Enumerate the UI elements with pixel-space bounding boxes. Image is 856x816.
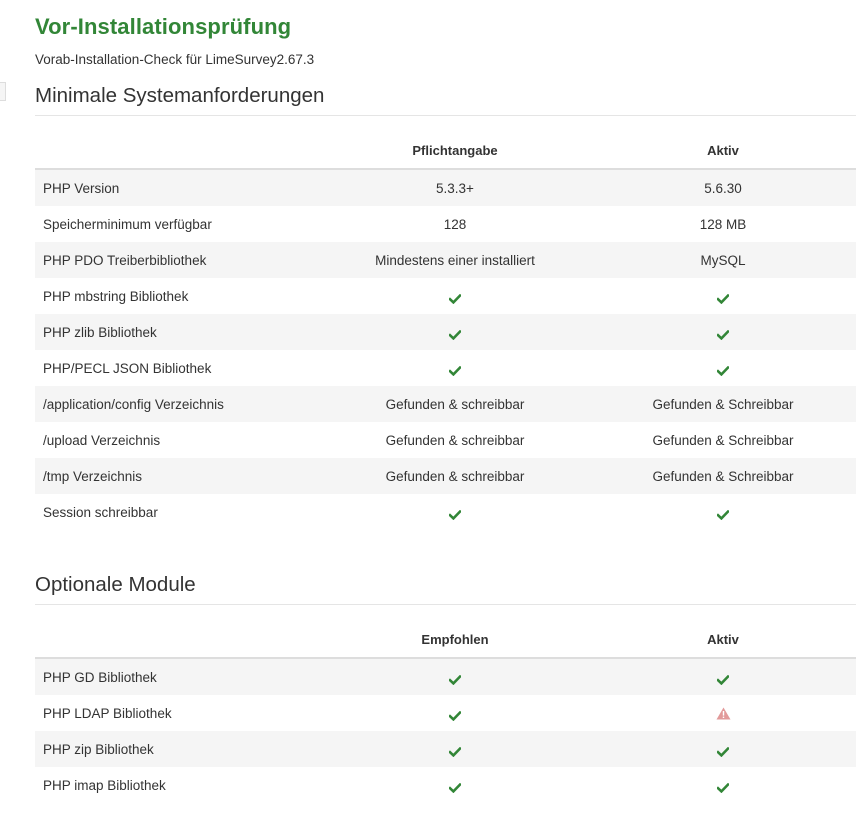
table-row: [35, 314, 856, 350]
row-name: PHP/PECL JSON Bibliothek: [43, 360, 212, 376]
table-header-row: [35, 132, 856, 169]
row-active: Gefunden & Schreibbar: [590, 458, 856, 494]
row-active: [590, 695, 856, 731]
row-active: 5.6.30: [590, 169, 856, 206]
check-icon: [717, 745, 729, 755]
row-required: [320, 350, 590, 386]
table-row: [35, 695, 856, 731]
row-recommended: [320, 767, 590, 803]
row-required: [320, 494, 590, 530]
row-active: [590, 767, 856, 803]
row-active: Gefunden & Schreibbar: [590, 386, 856, 422]
row-name: PHP LDAP Bibliothek: [43, 705, 172, 721]
table-row: [35, 386, 856, 422]
row-active: Gefunden & Schreibbar: [652, 432, 794, 448]
check-icon: [717, 328, 729, 338]
row-required: Gefunden & schreibbar: [320, 386, 590, 422]
row-name: Session schreibbar: [43, 504, 158, 520]
row-recommended: [320, 731, 590, 767]
table-row: [35, 169, 856, 206]
row-name: PHP zlib Bibliothek: [35, 314, 320, 350]
table-row: [35, 422, 856, 458]
table-header-row: [35, 621, 856, 658]
check-icon: [449, 508, 461, 518]
check-icon: [449, 364, 461, 374]
column-header-name: [35, 621, 320, 658]
row-name: /upload Verzeichnis: [43, 432, 161, 448]
table-row: [35, 494, 856, 530]
row-name: PHP zip Bibliothek: [35, 731, 320, 767]
row-active: [590, 350, 856, 386]
optional-modules-table: [35, 621, 856, 803]
page-subtitle: Vorab-Installation-Check für LimeSurvey2.67.3: [35, 52, 315, 67]
column-header-required: Pflichtangabe: [320, 132, 590, 169]
check-icon: [449, 709, 461, 719]
row-name: Speicherminimum verfügbar: [43, 216, 212, 232]
row-name: PHP GD Bibliothek: [35, 658, 320, 695]
table-row: [35, 242, 856, 278]
row-recommended: [320, 658, 590, 695]
table-row: [35, 350, 856, 386]
column-header-active: Aktiv: [590, 132, 856, 169]
check-icon: [449, 673, 461, 683]
table-row: [35, 658, 856, 695]
check-icon: [717, 364, 729, 374]
table-row: [35, 206, 856, 242]
row-name: PHP mbstring Bibliothek: [43, 288, 189, 304]
table-row: [35, 458, 856, 494]
check-icon: [717, 292, 729, 302]
row-required: Gefunden & schreibbar: [320, 458, 590, 494]
table-row: [35, 278, 856, 314]
column-header-name: [35, 132, 320, 169]
row-name: PHP imap Bibliothek: [43, 777, 166, 793]
row-active: [590, 494, 856, 530]
row-required: 5.3.3+: [320, 169, 590, 206]
row-required: [320, 314, 590, 350]
check-icon: [449, 745, 461, 755]
optional-modules-body: [35, 658, 856, 803]
page-title: Vor-Installationsprüfung: [35, 14, 292, 39]
row-required: Mindestens einer installiert: [320, 242, 590, 278]
minimal-requirements-body: [35, 169, 856, 530]
row-required: 128: [443, 216, 467, 232]
row-name: /tmp Verzeichnis: [35, 458, 320, 494]
check-icon: [449, 781, 461, 791]
row-active: [590, 658, 856, 695]
check-icon: [717, 508, 729, 518]
row-active: 128 MB: [699, 216, 747, 232]
sidebar-edge-tab[interactable]: [0, 82, 6, 101]
section-heading-optional-modules: Optionale Module: [35, 573, 856, 605]
row-name: PHP PDO Treiberbibliothek: [35, 242, 320, 278]
section-heading-minimal-requirements: Minimale Systemanforderungen: [35, 84, 856, 116]
check-icon: [717, 673, 729, 683]
table-row: [35, 731, 856, 767]
row-active: MySQL: [590, 242, 856, 278]
row-name: PHP Version: [35, 169, 320, 206]
row-active: [590, 278, 856, 314]
row-required: [320, 278, 590, 314]
row-name: /application/config Verzeichnis: [35, 386, 320, 422]
check-icon: [717, 781, 729, 791]
check-icon: [449, 292, 461, 302]
row-active: [590, 731, 856, 767]
row-required: Gefunden & schreibbar: [385, 432, 525, 448]
column-header-active: Aktiv: [590, 621, 856, 658]
row-recommended: [320, 695, 590, 731]
column-header-recommended: Empfohlen: [320, 621, 590, 658]
row-active: [590, 314, 856, 350]
check-icon: [449, 328, 461, 338]
minimal-requirements-table: [35, 132, 856, 530]
warning-icon: [716, 707, 731, 720]
table-row: [35, 767, 856, 803]
